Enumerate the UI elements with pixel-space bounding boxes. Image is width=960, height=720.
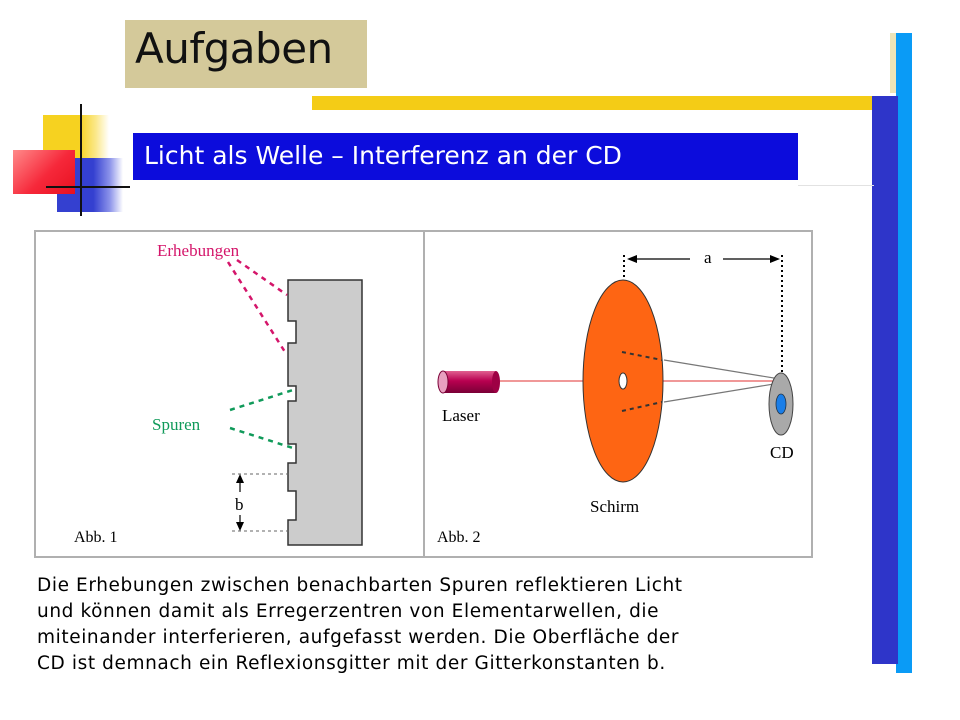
- cd-surface-profile: [288, 280, 362, 545]
- body-line-1: Die Erhebungen zwischen benachbarten Spuren reflektieren Licht: [37, 575, 683, 596]
- subtitle: Licht als Welle – Interferenz an der CD: [144, 141, 622, 170]
- figure-panel-1: [35, 231, 424, 557]
- body-paragraph: [37, 573, 837, 677]
- laser-icon: [438, 371, 500, 393]
- label-laser: Laser: [442, 406, 480, 425]
- label-b: b: [235, 495, 244, 514]
- caption-abb-2: Abb. 2: [437, 529, 481, 546]
- schirm-screen: [583, 280, 663, 482]
- label-cd: CD: [770, 443, 794, 462]
- body-line-3: miteinander interferieren, aufgefasst werden. Die Oberfläche der: [37, 627, 680, 648]
- caption-abb-1: Abb. 1: [74, 529, 118, 546]
- body-line-4: CD ist demnach ein Reflexionsgitter mit der Gitterkonstanten b.: [37, 653, 666, 674]
- body-line-2: und können damit als Erregerzentren von Elementarwellen, die: [37, 601, 660, 622]
- label-erhebungen: Erhebungen: [157, 241, 240, 260]
- page-title: Aufgaben: [135, 24, 333, 73]
- cd-disc-icon: [769, 373, 793, 435]
- label-schirm: Schirm: [590, 497, 640, 516]
- label-spuren: Spuren: [152, 415, 201, 434]
- label-a: a: [704, 248, 712, 267]
